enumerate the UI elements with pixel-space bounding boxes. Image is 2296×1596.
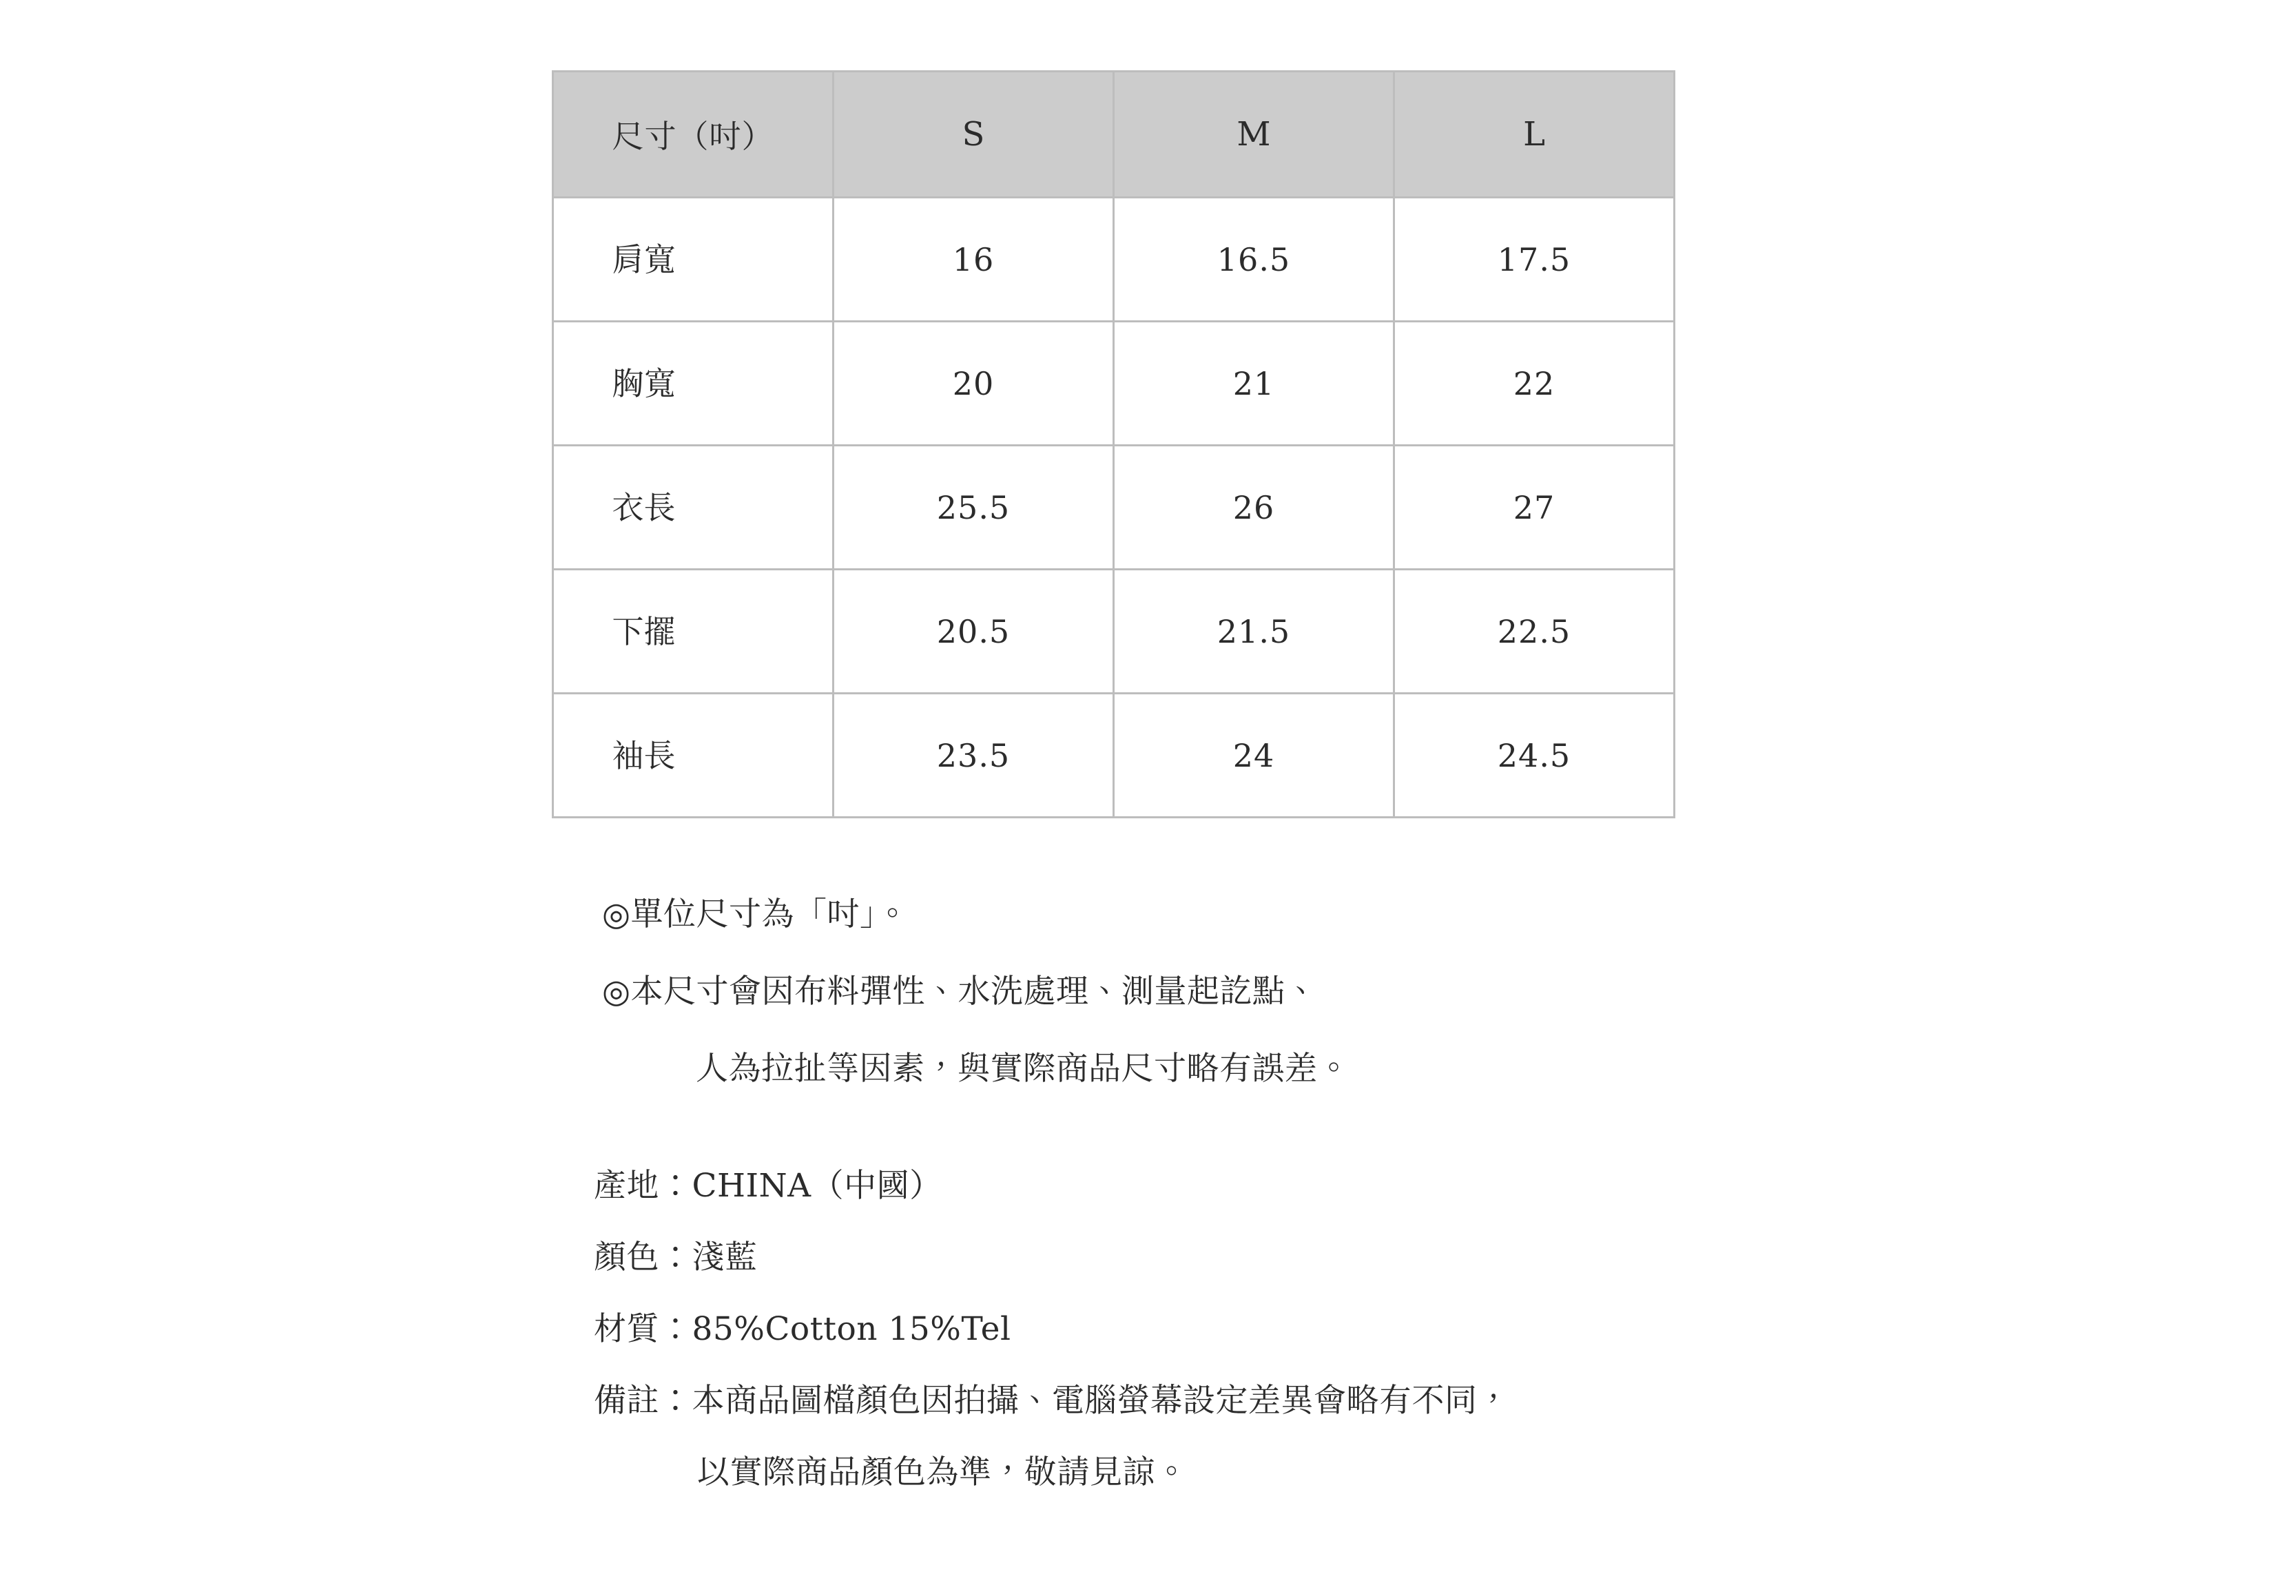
cell-chest-width-m: 21 [1114,322,1394,446]
row-label-char-b: 長 [643,488,676,526]
cell-garment-length-m: 26 [1114,446,1394,570]
table-row [553,322,1675,446]
row-label-char-b: 寬 [643,240,676,278]
cell-garment-length-s: 25.5 [834,446,1114,570]
row-label-shoulder-width [553,198,834,322]
row-label-chest-width [553,322,834,446]
row-label-char-a: 下 [612,612,644,650]
table-row [553,570,1675,694]
row-label-char-b: 寬 [643,364,676,402]
row-label-hem-width [553,570,834,694]
cell-shoulder-width-m: 16.5 [1114,198,1394,322]
product-specifications [594,1150,1972,1509]
row-label-char-b: 擺 [643,612,676,650]
spec-color: 顏色：淺藍 [594,1239,758,1276]
spec-material: 材質：85%Cotton 15%Tel [594,1310,1011,1348]
spec-remark-part2: 以實際商品顏色為準，敬請見諒。 [697,1453,1188,1491]
size-chart-table [552,70,1675,818]
note-tolerance-part1: ◎本尺寸會因布料彈性、水洗處理、測量起訖點、 [602,973,1318,1011]
column-header-size-m: M [1114,72,1394,198]
row-label-char-a: 衣 [612,488,644,526]
spec-remark-part1: 備註：本商品圖檔顏色因拍攝、電腦螢幕設定差異會略有不同， [594,1382,1510,1420]
cell-garment-length-l: 27 [1394,446,1675,570]
measurement-notes [602,876,1915,1108]
spec-origin: 產地：CHINA（中國） [594,1167,942,1205]
table-row [553,198,1675,322]
column-header-size-s: S [834,72,1114,198]
note-tolerance-part2: 人為拉扯等因素，與實際商品尺寸略有誤差。 [696,1050,1350,1088]
table-header [553,72,1675,198]
cell-hem-width-l: 22.5 [1394,570,1675,694]
table-row [553,446,1675,570]
note-unit: ◎單位尺寸為「吋」。 [602,895,909,933]
table-row [553,694,1675,818]
cell-sleeve-length-s: 23.5 [834,694,1114,818]
cell-shoulder-width-l: 17.5 [1394,198,1675,322]
cell-hem-width-m: 21.5 [1114,570,1394,694]
row-label-sleeve-length [553,694,834,818]
row-label-char-a: 胸 [612,364,644,402]
row-label-char-a: 肩 [612,240,644,278]
table-body [553,198,1675,818]
row-label-char-b: 長 [643,736,676,774]
table-header-row [553,72,1675,198]
column-header-size-l: L [1394,72,1675,198]
cell-sleeve-length-m: 24 [1114,694,1394,818]
cell-chest-width-s: 20 [834,322,1114,446]
cell-sleeve-length-l: 24.5 [1394,694,1675,818]
row-label-char-a: 袖 [612,736,644,774]
cell-shoulder-width-s: 16 [834,198,1114,322]
cell-hem-width-s: 20.5 [834,570,1114,694]
column-header-measurement: 尺寸（吋） [553,72,834,198]
row-label-garment-length [553,446,834,570]
cell-chest-width-l: 22 [1394,322,1675,446]
